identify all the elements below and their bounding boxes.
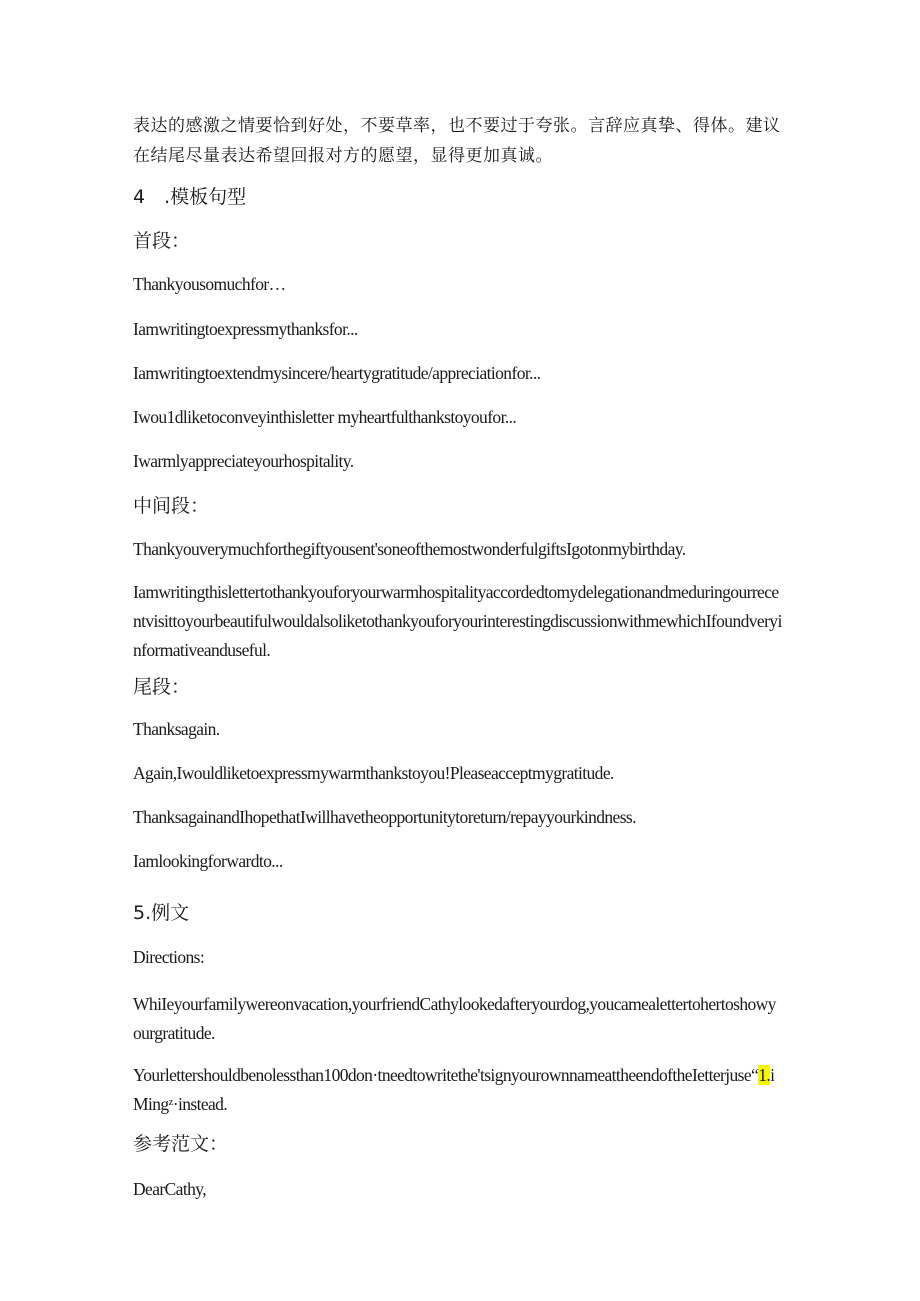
letter-salutation: DearCathy, [133,1179,207,1199]
template-sentence: Iamwritingtoexpressmythanksfor... [133,319,358,339]
section-heading-sample: 5.例文 [133,902,190,924]
middle-paragraph-label: 中间段： [133,495,210,517]
template-sentence: ThanksagainandIhopethatIwillhavetheopportunitytoreturn/repayyourkindness. [133,807,636,827]
directions-text-part: iMingᶻ·instead. [133,1065,775,1114]
highlighted-text: 1. [758,1065,771,1085]
first-paragraph-label: 首段： [133,230,191,252]
directions-label: Directions: [133,947,205,967]
intro-paragraph: 表达的感激之情要恰到好处，不要草率，也不要过于夸张。言辞应真挚、得体。建议在结尾尽量表达希望回报对方的愿望，显得更加真诚。 [133,116,781,166]
template-sentence: Iamwritingtoextendmysincere/heartygratitude/appreciationfor... [133,363,541,383]
template-sentence: Thankyousomuchfor… [133,274,286,294]
end-paragraph-label: 尾段： [133,676,191,698]
template-sentence: IamwritingthislettertothankyouforyourwarmhospitalityaccordedtomydelegationandmeduringourrecentvisittoyourbeautifulwouldalsoliketothankyouforyourinterestingdiscussionwithmewhichIfoundveryinformativeanduseful. [133,582,782,660]
directions-text-part: Yourlettershouldbenolessthan100don·tneedtowritethe'tsignyourownnameattheendoftheIetterjuse“ [133,1065,759,1085]
template-sentence: Iwou1dliketoconveyinthisletter myheartfulthankstoyoufor... [133,407,517,427]
template-sentence: Thankyouverymuchforthegiftyousent'soneofthemostwonderfulgiftsIgotonmybirthday. [133,539,686,559]
template-sentence: Iwarmlyappreciateyourhospitality. [133,451,354,471]
directions-text: WhiIeyourfamilywereonvacation,yourfriendCathylookedafteryourdog,youcamealettertohertoshowyourgratitude. [133,994,776,1043]
template-sentence: Iamlookingforwardto... [133,851,283,871]
template-sentence: Thanksagain. [133,719,220,739]
section-heading-templates: 4 .模板句型 [133,186,247,208]
directions-text [133,1061,783,1119]
template-sentence: Again,Iwouldliketoexpressmywarmthankstoyou!Pleaseacceptmygratitude. [133,763,614,783]
sample-essay-label: 参考范文： [133,1133,229,1155]
